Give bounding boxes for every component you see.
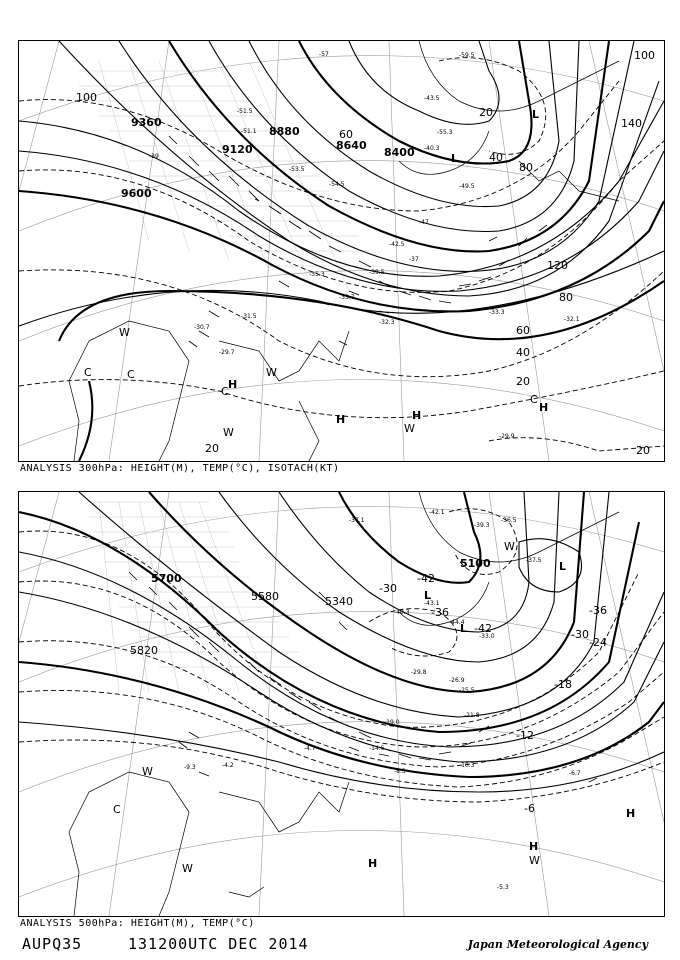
height-label: 5100 [460, 557, 491, 570]
height-contours [19, 492, 664, 792]
warm-center: W [266, 366, 277, 379]
temp-label: -51.1 [241, 128, 257, 135]
temp-label: -33.3 [489, 309, 505, 316]
cold-center: C [530, 393, 538, 406]
temp-label: -42.5 [389, 241, 405, 248]
temp-label: -49.5 [459, 183, 475, 190]
map-500hpa [18, 491, 665, 917]
height-label: 8880 [269, 125, 300, 138]
temp-label: -33.7 [339, 294, 355, 301]
isotherm-label: -30 [379, 582, 397, 595]
height-label: 8640 [336, 139, 367, 152]
temp-label: -8.3 [394, 768, 406, 775]
graticule [19, 492, 664, 916]
warm-center: W [504, 540, 515, 553]
temp-label: -51.5 [237, 108, 253, 115]
temp-label: -9.3 [184, 764, 196, 771]
temp-label: -6.7 [569, 770, 581, 777]
isotherm-label: -30 [571, 628, 589, 641]
agency-name: Japan Meteorological Agency [467, 938, 648, 951]
temp-label: -47 [419, 219, 429, 226]
isotach-label: 80 [559, 291, 573, 304]
isotherm-label: -36 [589, 604, 607, 617]
temp-label: -30.7 [194, 324, 210, 331]
temp-label: -29.7 [219, 349, 235, 356]
high-center: H [368, 857, 378, 870]
temp-label: -4.7 [304, 745, 316, 752]
height-label: 5580 [251, 590, 279, 603]
temp-label: -40.3 [394, 609, 410, 616]
low-center: L [460, 622, 468, 635]
isotherm-label: -36 [431, 606, 449, 619]
temp-label: -29.9 [499, 433, 515, 440]
isotach-label: 20 [479, 106, 493, 119]
temp-label: -55.3 [437, 129, 453, 136]
temp-label: -43.1 [424, 600, 440, 607]
temp-label: -5.3 [497, 884, 509, 891]
isotach-label: 60 [339, 128, 353, 141]
isotach-label: 60 [516, 324, 530, 337]
temp-label: -39 [149, 153, 159, 160]
temp-label: -33.0 [479, 633, 495, 640]
height-label: 5340 [325, 595, 353, 608]
height-label: 9600 [121, 187, 152, 200]
temp-label: -37.5 [526, 557, 542, 564]
temp-label: -42.1 [429, 509, 445, 516]
temp-label: -25.5 [459, 687, 475, 694]
high-center: H [626, 807, 636, 820]
isotherm-label: -6 [524, 802, 535, 815]
cold-center: C [84, 366, 92, 379]
high-center: H [412, 409, 422, 422]
isotherm-label: -24 [589, 636, 607, 649]
isotach-label: 40 [489, 151, 503, 164]
height-label: 9120 [222, 143, 253, 156]
cold-center: C [221, 385, 229, 398]
temp-label: -4.2 [222, 762, 234, 769]
isotach-label: 80 [519, 161, 533, 174]
isotherm-label: -42 [417, 572, 435, 585]
isotach-label: 40 [516, 346, 530, 359]
high-center: H [228, 378, 238, 391]
temp-label: -54.5 [329, 181, 345, 188]
map-300hpa [18, 40, 665, 462]
temp-label: -35.3 [309, 271, 325, 278]
bottom-panel-caption: ANALYSIS 500hPa: HEIGHT(M), TEMP(°C) [20, 918, 255, 929]
low-center: L [424, 589, 432, 602]
warm-center: W [119, 326, 130, 339]
low-center: L [532, 108, 540, 121]
temp-label: -32.1 [564, 316, 580, 323]
high-center: H [336, 413, 346, 426]
cold-center: C [127, 368, 135, 381]
temp-label: -37.1 [349, 517, 365, 524]
isotach-lines [19, 58, 664, 451]
temp-label: -36.5 [501, 517, 517, 524]
height-label: 8400 [384, 146, 415, 159]
isotach-label: 120 [547, 259, 568, 272]
temp-label: -19.0 [384, 719, 400, 726]
warm-center: W [404, 422, 415, 435]
high-center: H [539, 401, 549, 414]
temp-label: -26.9 [449, 677, 465, 684]
isotach-label: 20 [516, 375, 530, 388]
temp-label: -53.5 [289, 166, 305, 173]
temp-label: -43.5 [424, 95, 440, 102]
temp-label: -14.5 [369, 745, 385, 752]
isotach-label: 20 [636, 444, 650, 457]
cold-center: C [113, 803, 121, 816]
isotach-label: 100 [76, 91, 97, 104]
isotherm-label: -18 [554, 678, 572, 691]
height-label: 5700 [151, 572, 182, 585]
temp-label: -40.3 [424, 145, 440, 152]
height-label: 9360 [131, 116, 162, 129]
bulletin-code: AUPQ35 [22, 935, 83, 953]
top-panel-caption: ANALYSIS 300hPa: HEIGHT(M), TEMP(°C), ISOTACH(KT) [20, 463, 340, 474]
temp-label: -10.3 [459, 762, 475, 769]
temp-label: -31.5 [241, 313, 257, 320]
temp-label: -37 [409, 256, 419, 263]
analysis-time: 131200UTC DEC 2014 [128, 935, 309, 953]
high-center: H [529, 840, 539, 853]
isotach-label: 140 [621, 117, 642, 130]
isotherm-label: -42 [474, 622, 492, 635]
temp-label: -39.3 [474, 522, 490, 529]
warm-center: W [223, 426, 234, 439]
temp-label: -39.5 [369, 269, 385, 276]
map-300hpa-canvas [19, 41, 664, 461]
isotach-label: 100 [634, 49, 655, 62]
temp-label: -57 [319, 51, 329, 58]
warm-center: W [142, 765, 153, 778]
low-center: L [559, 560, 567, 573]
temp-label: -29.8 [411, 669, 427, 676]
temp-label: -32.3 [379, 319, 395, 326]
warm-center: W [182, 862, 193, 875]
isotach-label: 20 [205, 442, 219, 455]
temp-label: -59.5 [459, 52, 475, 59]
isotherm-label: -12 [516, 729, 534, 742]
height-label: 5820 [130, 644, 158, 657]
warm-center: W [529, 854, 540, 867]
temp-label: -21.8 [464, 712, 480, 719]
temp-label: -44.4 [449, 619, 465, 626]
map-500hpa-canvas [19, 492, 664, 916]
low-center: L [451, 152, 459, 165]
